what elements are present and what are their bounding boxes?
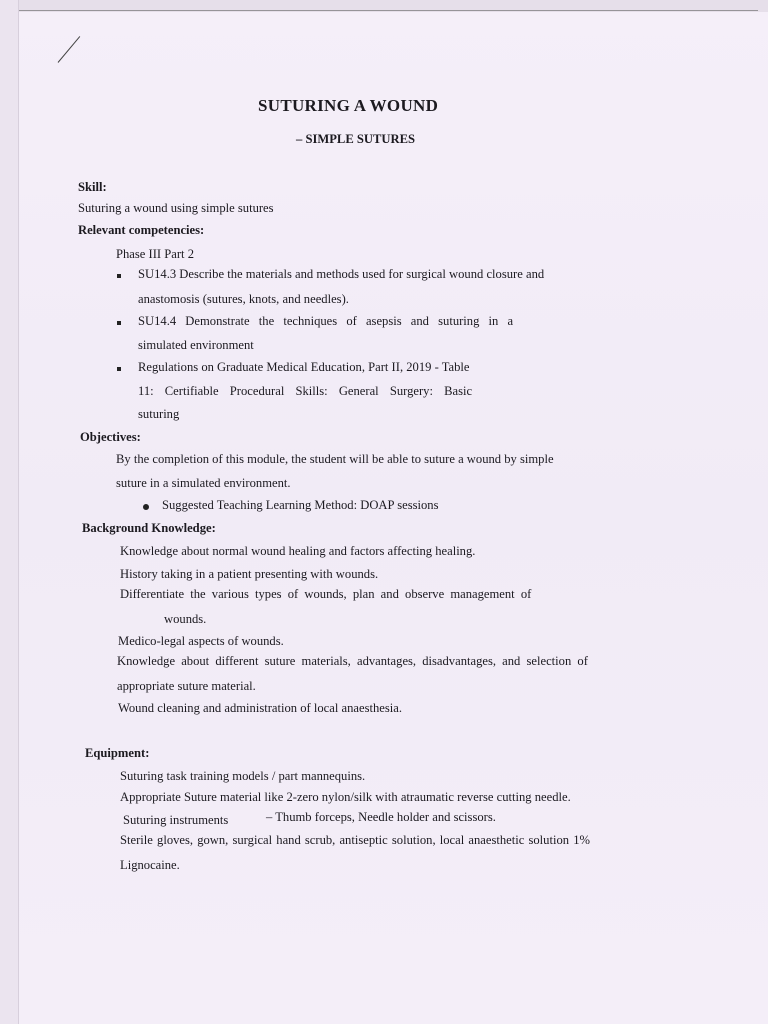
skill-text: Suturing a wound using simple sutures — [78, 201, 274, 215]
objectives-line-2: suture in a simulated environment. — [116, 476, 291, 490]
pen-tick-mark — [58, 36, 81, 63]
equipment-item: Lignocaine. — [120, 858, 180, 872]
competency-2-line-2: simulated environment — [138, 338, 254, 352]
background-item — [117, 653, 657, 669]
equipment-item: Appropriate Suture material like 2-zero nylon/silk with atraumatic reverse cutting needle. — [120, 790, 571, 804]
bullet-square-icon — [117, 321, 121, 325]
document-title: SUTURING A WOUND — [258, 96, 439, 115]
scan-left-edge — [0, 0, 19, 1024]
scan-edge-line — [18, 10, 758, 11]
competency-3-line-3: suturing — [138, 407, 180, 421]
competencies-heading: Relevant competencies: — [78, 223, 205, 237]
document-subtitle: – SIMPLE SUTURES — [296, 132, 415, 146]
competency-2-line-1 — [138, 313, 540, 329]
objectives-heading: Objectives: — [80, 430, 141, 444]
bullet-dot-icon — [143, 504, 149, 510]
competency-1-line-1: SU14.3 Describe the materials and methods used for surgical wound closure and — [138, 267, 545, 281]
background-item: Knowledge about normal wound healing and factors affecting healing. — [120, 544, 476, 558]
competency-3-line-2: 11: Certifiable Procedural Skills: General Surgery: Basic — [138, 384, 473, 398]
equipment-item: Suturing task training models / part mannequins. — [120, 769, 366, 783]
competencies-phase: Phase III Part 2 — [116, 247, 194, 261]
equipment-heading: Equipment: — [85, 746, 150, 760]
background-item-text: Knowledge about different suture materials, advantages, disadvantages, and selection of — [117, 654, 588, 668]
competency-3-line-1: Regulations on Graduate Medical Education, Part II, 2019 - Table — [138, 360, 470, 374]
competency-2-line-1-text: SU14.4 Demonstrate the techniques of asepsis and suturing in a — [138, 314, 514, 328]
background-item: History taking in a patient presenting with wounds. — [120, 567, 379, 581]
objectives-line-1: By the completion of this module, the student will be able to suture a wound by simple — [116, 452, 554, 466]
equipment-item-detail: – Thumb forceps, Needle holder and scissors. — [266, 810, 496, 824]
background-heading: Background Knowledge: — [82, 521, 216, 535]
background-item: Differentiate the various types of wounds, plan and observe management of — [120, 587, 532, 601]
background-item: Medico-legal aspects of wounds. — [118, 634, 284, 648]
background-item: appropriate suture material. — [117, 679, 256, 693]
objectives-teaching-method: Suggested Teaching Learning Method: DOAP sessions — [162, 498, 439, 512]
skill-heading: Skill: — [78, 180, 107, 194]
background-item: wounds. — [164, 612, 207, 626]
competency-1-line-2: anastomosis (sutures, knots, and needles). — [138, 292, 349, 306]
equipment-item: Suturing instruments — [123, 813, 229, 827]
background-item: Wound cleaning and administration of local anaesthesia. — [118, 701, 403, 715]
equipment-item: Sterile gloves, gown, surgical hand scrub, antiseptic solution, local anaesthetic solution 1% — [120, 833, 590, 847]
bullet-square-icon — [117, 367, 121, 371]
bullet-square-icon — [117, 274, 121, 278]
